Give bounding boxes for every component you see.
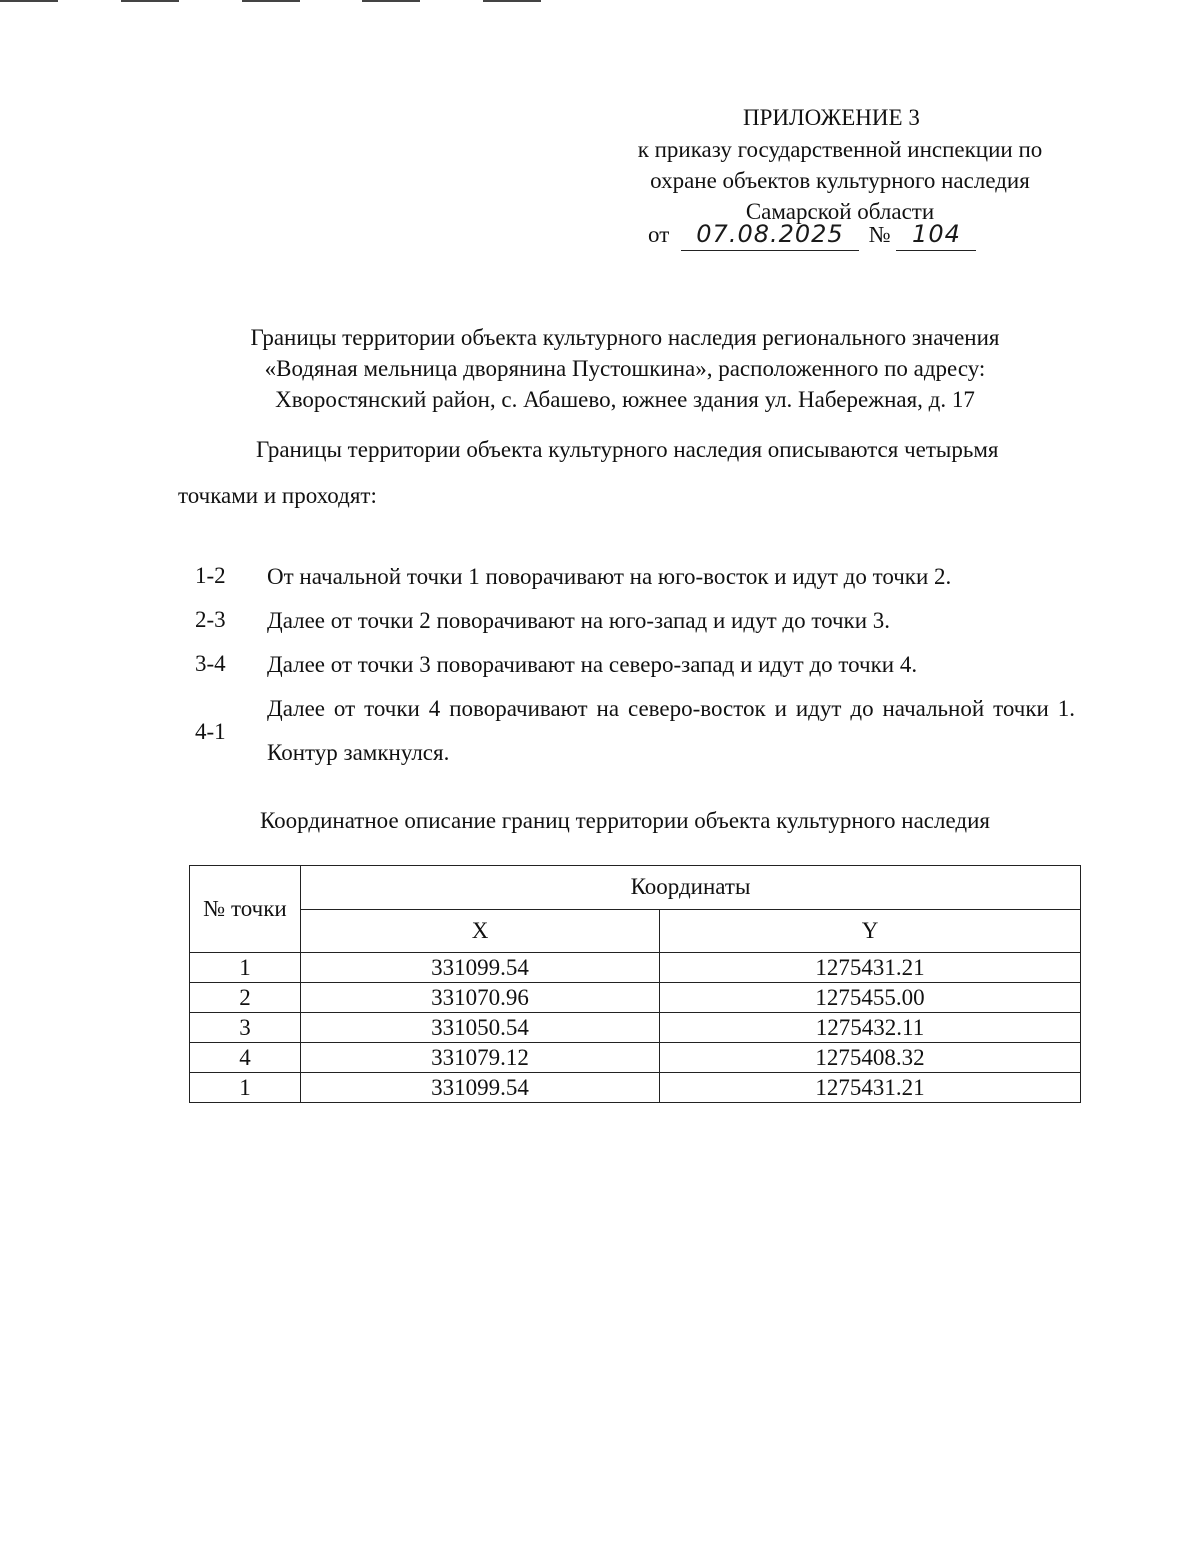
cell-y: 1275431.21 (660, 1073, 1081, 1103)
cell-point: 1 (190, 1073, 301, 1103)
cell-x: 331070.96 (301, 983, 660, 1013)
segment-id: 2-3 (195, 607, 226, 632)
column-header-x: X (301, 909, 660, 953)
cell-x: 331050.54 (301, 1013, 660, 1043)
table-row (190, 953, 1081, 983)
column-header-point: № точки (190, 866, 301, 953)
scan-mark (242, 0, 300, 2)
document-heading (100, 322, 1150, 415)
cell-point: 4 (190, 1043, 301, 1073)
scan-mark (483, 0, 541, 2)
scan-mark (121, 0, 179, 2)
boundary-segment (195, 643, 1075, 687)
heading-line: «Водяная мельница дворянина Пустошкина», расположенного по адресу: (264, 356, 986, 381)
order-date-number (648, 218, 976, 251)
segment-id: 4-1 (195, 719, 226, 744)
appendix-title: ПРИЛОЖЕНИЕ 3 (743, 105, 920, 130)
table-row (190, 1013, 1081, 1043)
segment-text: Далее от точки 2 поворачивают на юго-запад и идут до точки 3. (267, 608, 891, 633)
scan-mark (0, 0, 58, 2)
cell-point: 3 (190, 1013, 301, 1043)
handwritten-date: 07.08.2025 (681, 218, 859, 251)
column-header-coordinates: Координаты (301, 866, 1081, 910)
cell-x: 331099.54 (301, 953, 660, 983)
table-row (190, 1043, 1081, 1073)
segment-id: 3-4 (195, 651, 226, 676)
boundary-segment (195, 555, 1075, 599)
segment-text: Далее от точки 3 поворачивают на северо-запад и идут до точки 4. (267, 652, 918, 677)
cell-point: 2 (190, 983, 301, 1013)
cell-y: 1275431.21 (660, 953, 1081, 983)
intro-line: Границы территории объекта культурного наследия описываются четырьмя (256, 437, 999, 462)
segment-text: Далее от точки 4 поворачивают на северо-восток и идут до начальной точки 1. Контур замкнулся. (267, 696, 1075, 765)
cell-y: 1275408.32 (660, 1043, 1081, 1073)
cell-x: 331099.54 (301, 1073, 660, 1103)
cell-point: 1 (190, 953, 301, 983)
table-caption: Координатное описание границ территории объекта культурного наследия (259, 808, 990, 833)
segment-text: От начальной точки 1 поворачивают на юго-восток и идут до точки 2. (267, 564, 952, 589)
intro-line: точками и проходят: (178, 483, 377, 508)
handwritten-number: 104 (896, 218, 976, 251)
scan-edge-marks (0, 0, 1200, 4)
appendix-order-reference (560, 134, 1120, 227)
cell-y: 1275432.11 (660, 1013, 1081, 1043)
heading-line: Хворостянский район, с. Абашево, южнее здания ул. Набережная, д. 17 (275, 387, 975, 412)
segment-id: 1-2 (195, 563, 226, 588)
table-row (190, 983, 1081, 1013)
table-row (190, 1073, 1081, 1103)
appendix-line: Самарской области (745, 199, 935, 224)
coordinates-table (189, 865, 1081, 1103)
appendix-line: охране объектов культурного наследия (650, 168, 1030, 193)
appendix-line: к приказу государственной инспекции по (637, 137, 1043, 162)
boundary-segment (195, 687, 1075, 775)
boundary-segment (195, 599, 1075, 643)
heading-line: Границы территории объекта культурного наследия регионального значения (250, 325, 1000, 350)
date-prefix: от (648, 222, 670, 247)
scan-mark (362, 0, 420, 2)
column-header-y: Y (660, 909, 1081, 953)
number-prefix: № (868, 222, 891, 247)
cell-x: 331079.12 (301, 1043, 660, 1073)
cell-y: 1275455.00 (660, 983, 1081, 1013)
